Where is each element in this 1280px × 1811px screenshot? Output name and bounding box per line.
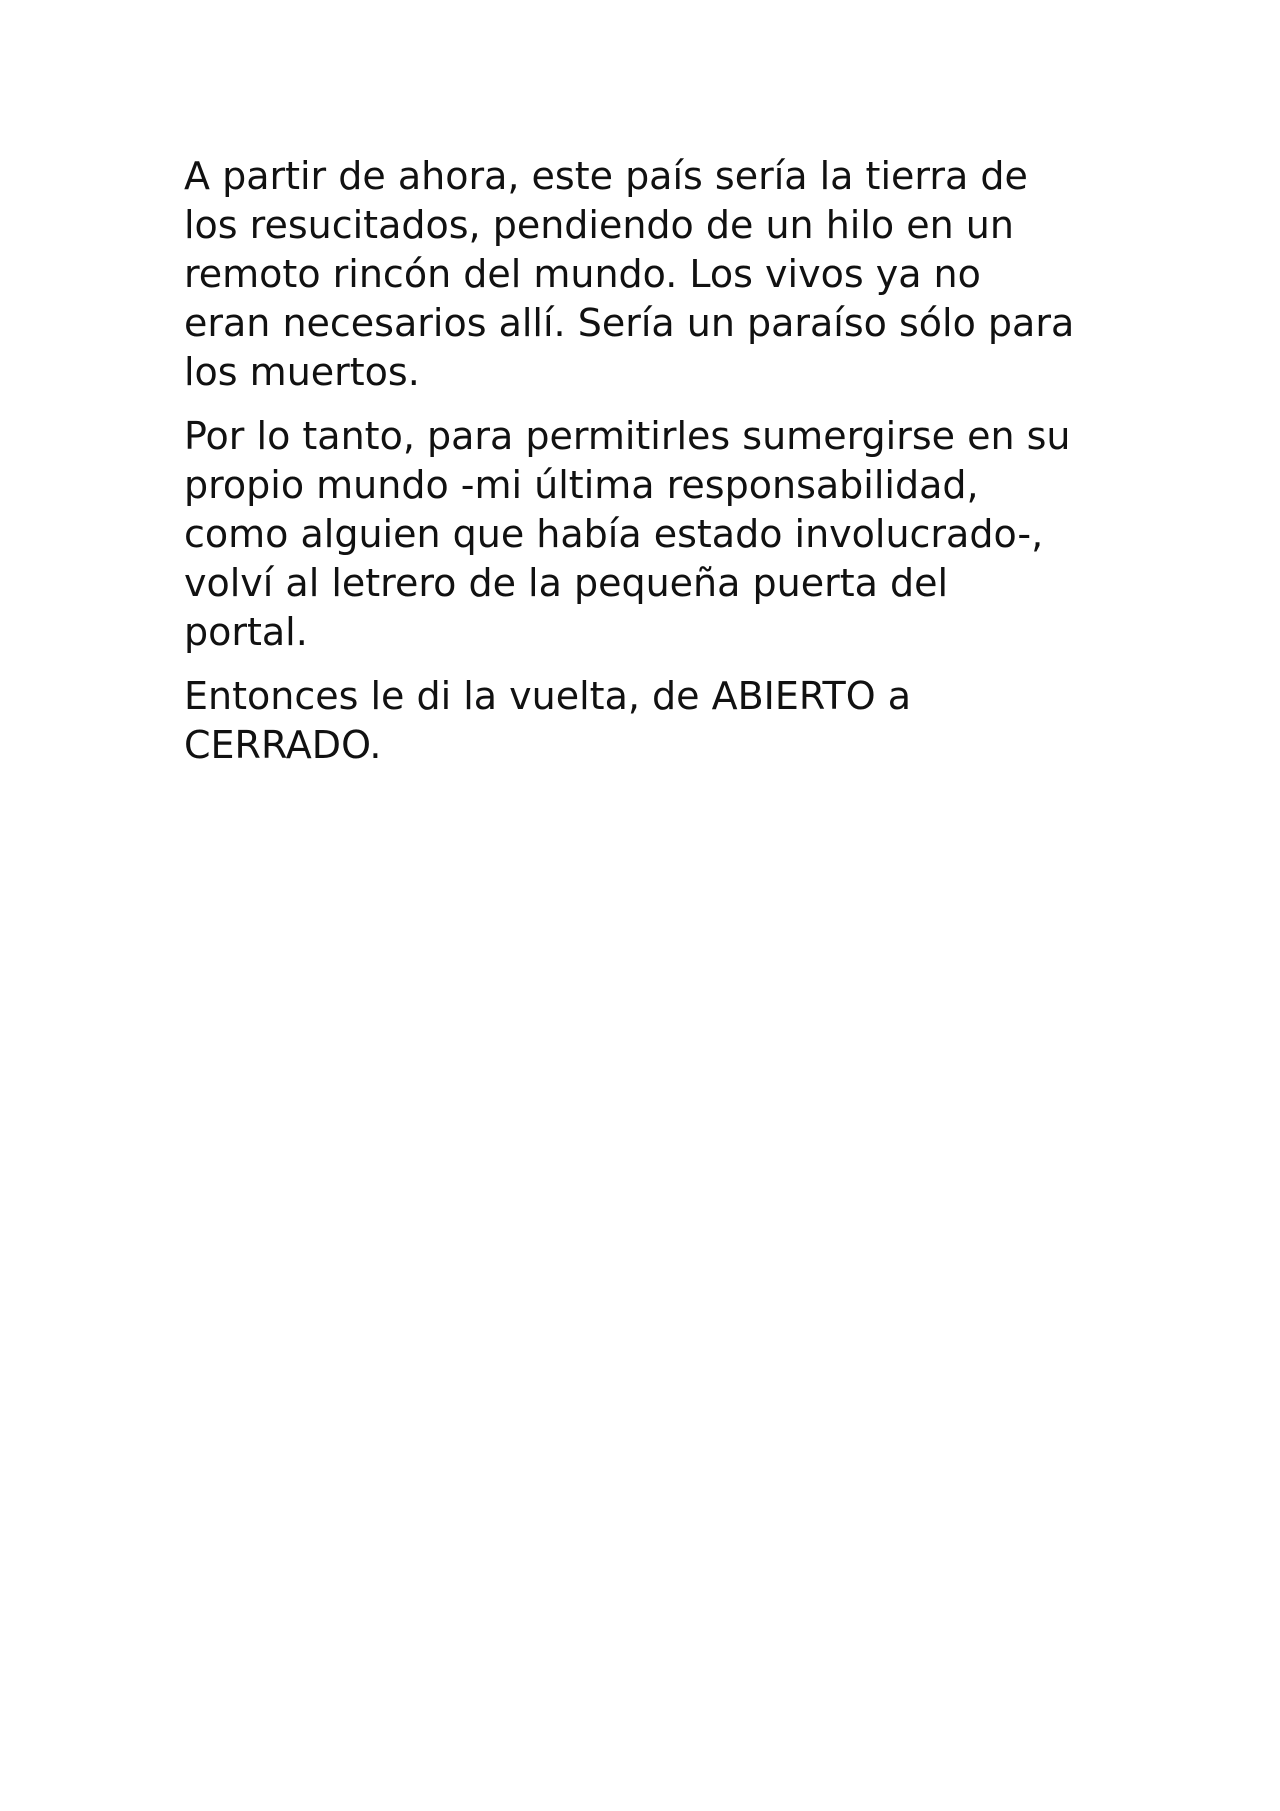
body-text bbox=[184, 152, 1114, 785]
paragraph-2: Por lo tanto, para permitirles sumergirse en su propio mundo -mi última responsabilidad, como alguien que había estado involucrado-, volví al letrero de la pequeña puerta del portal. bbox=[184, 414, 1071, 654]
paragraph-1: A partir de ahora, este país sería la tierra de los resucitados, pendiendo de un hilo en un remoto rincón del mundo. Los vivos ya no eran necesarios allí. Sería un paraíso sólo para los muertos. bbox=[184, 154, 1075, 394]
paragraph-3: Entonces le di la vuelta, de ABIERTO a CERRADO. bbox=[184, 674, 912, 767]
